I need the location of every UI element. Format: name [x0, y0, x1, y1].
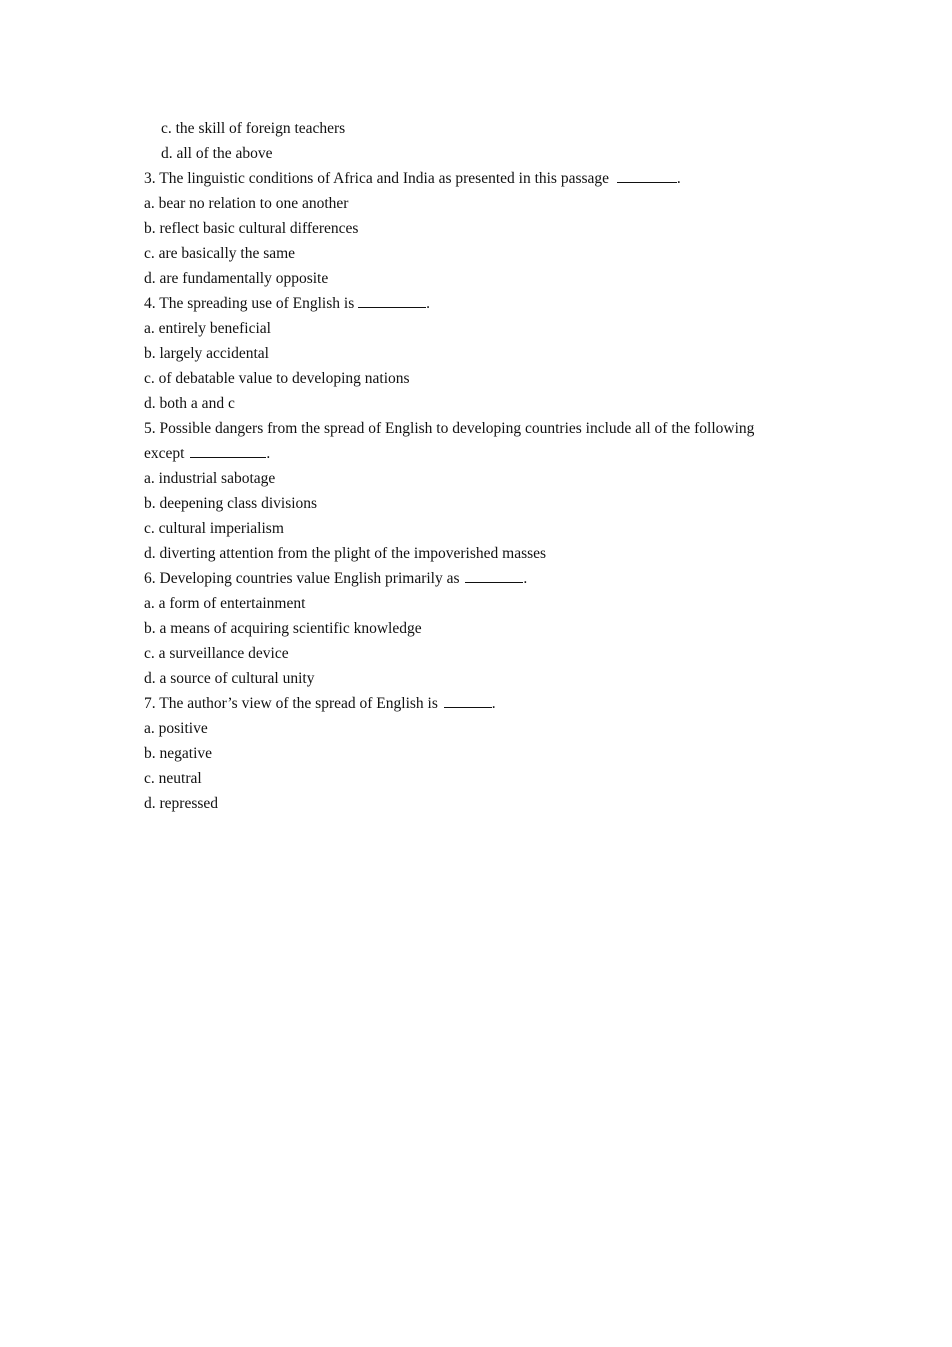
option-b: b. reflect basic cultural differences — [144, 220, 359, 237]
question-4 — [144, 291, 824, 416]
option-a: a. bear no relation to one another — [144, 195, 349, 212]
option-a: a. entirely beneficial — [144, 320, 271, 337]
option-a: a. positive — [144, 720, 208, 737]
answer-blank — [444, 691, 492, 708]
option-c: c. cultural imperialism — [144, 520, 284, 537]
option-c: c. are basically the same — [144, 245, 296, 262]
blank-punctuation: . — [426, 295, 430, 312]
answer-blank — [190, 441, 266, 458]
question-3 — [144, 166, 824, 291]
question-text: 7. The author’s view of the spread of English is — [144, 695, 438, 712]
answer-blank — [358, 291, 426, 308]
option-q2-d: d. all of the above — [161, 145, 273, 162]
option-b: b. negative — [144, 745, 213, 762]
question-7 — [144, 691, 824, 816]
option-d: d. are fundamentally opposite — [144, 270, 329, 287]
question-5 — [144, 416, 824, 566]
blank-punctuation: . — [523, 570, 528, 587]
question-stem — [144, 566, 824, 591]
option-a: a. industrial sabotage — [144, 470, 276, 487]
question-6 — [144, 566, 824, 691]
quiz-content — [144, 116, 824, 816]
question-text: 6. Developing countries value English primarily as — [144, 570, 460, 587]
blank-punctuation: . — [266, 445, 271, 462]
option-c: c. neutral — [144, 770, 202, 787]
blank-punctuation: . — [676, 170, 681, 187]
question-text: 4. The spreading use of English is — [144, 295, 355, 312]
option-b: b. a means of acquiring scientific knowledge — [144, 620, 422, 637]
option-b: b. deepening class divisions — [144, 495, 318, 512]
option-d: d. repressed — [144, 795, 219, 812]
answer-blank — [465, 566, 523, 583]
question-stem — [144, 166, 824, 191]
blank-punctuation: . — [491, 695, 496, 712]
question-stem — [144, 291, 824, 316]
question-stem — [144, 691, 824, 716]
option-d: d. a source of cultural unity — [144, 670, 315, 687]
option-q2-c: c. the skill of foreign teachers — [161, 120, 346, 137]
question-text: 3. The linguistic conditions of Africa and India as presented in this passage — [144, 170, 610, 187]
question-text-cont: except — [144, 445, 185, 462]
question-stem: 5. Possible dangers from the spread of English to developing countries include all of the following — [144, 420, 755, 437]
question-stem-continuation — [144, 441, 824, 466]
option-d: d. diverting attention from the plight of the impoverished masses — [144, 545, 547, 562]
answer-blank — [617, 166, 677, 183]
option-b: b. largely accidental — [144, 345, 269, 362]
option-d: d. both a and c — [144, 395, 235, 412]
option-a: a. a form of entertainment — [144, 595, 306, 612]
option-c: c. a surveillance device — [144, 645, 289, 662]
option-c: c. of debatable value to developing nations — [144, 370, 410, 387]
